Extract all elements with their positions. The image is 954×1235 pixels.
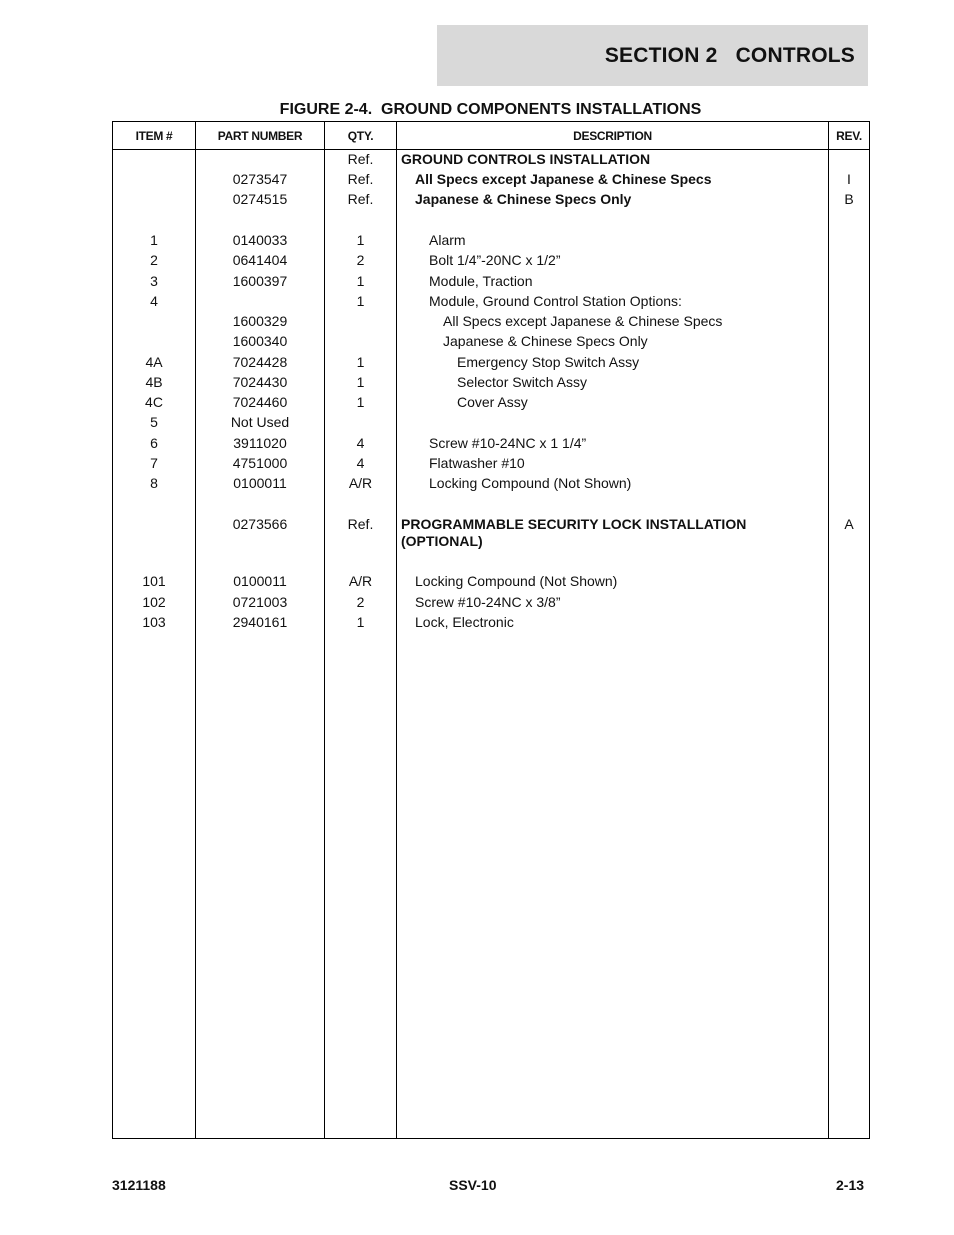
part-number: Not Used [230, 414, 290, 430]
table-row [113, 414, 869, 434]
quantity: 2 [356, 594, 365, 610]
table-row [113, 151, 869, 171]
description-continued: (OPTIONAL) [401, 533, 483, 549]
part-number: 0140033 [232, 232, 288, 248]
description: Cover Assy [457, 394, 528, 410]
part-number: 0273566 [232, 516, 288, 532]
description: Module, Ground Control Station Options: [429, 293, 682, 309]
description: All Specs except Japanese & Chinese Specs [443, 313, 723, 329]
table-row [113, 293, 869, 313]
column-header-rev: REV. [836, 128, 862, 143]
column-header-qty: QTY. [347, 128, 374, 143]
quantity: 2 [356, 252, 365, 268]
item-number: 6 [150, 435, 158, 451]
part-number: 2940161 [232, 614, 288, 630]
table-row [113, 374, 869, 394]
part-number: 4751000 [232, 455, 288, 471]
part-number: 7024460 [232, 394, 288, 410]
description: Selector Switch Assy [457, 374, 587, 390]
table-row [113, 516, 869, 549]
footer-doc-number: 3121188 [112, 1177, 166, 1193]
part-number: 0641404 [232, 252, 288, 268]
quantity: 1 [356, 374, 365, 390]
table-row [113, 394, 869, 414]
quantity: 1 [356, 273, 365, 289]
table-row [113, 475, 869, 495]
revision: I [847, 171, 851, 187]
column-header-part-number: PART NUMBER [217, 128, 303, 143]
table-row [113, 191, 869, 211]
description: Screw #10-24NC x 1 1/4” [429, 435, 587, 451]
item-number: 2 [150, 252, 158, 268]
description: Flatwasher #10 [429, 455, 525, 471]
item-number: 103 [142, 614, 166, 630]
item-number: 101 [142, 573, 166, 589]
table-row [113, 313, 869, 333]
quantity: Ref. [347, 171, 374, 187]
table-row [113, 333, 869, 353]
part-number: 3911020 [233, 435, 287, 451]
description: Lock, Electronic [415, 614, 514, 630]
figure-title: FIGURE 2-4. GROUND COMPONENTS INSTALLATIONS [279, 101, 702, 118]
revision: B [844, 191, 854, 207]
quantity: Ref. [347, 516, 374, 532]
table-row [113, 354, 869, 374]
description: Locking Compound (Not Shown) [429, 475, 632, 491]
part-number: 0274515 [232, 191, 288, 207]
table-row [113, 455, 869, 475]
part-number: 7024428 [232, 354, 288, 370]
quantity: A/R [348, 475, 373, 491]
part-number: 1600340 [232, 333, 288, 349]
description: Japanese & Chinese Specs Only [443, 333, 648, 349]
column-header-item: ITEM # [135, 128, 173, 143]
description: Japanese & Chinese Specs Only [415, 191, 632, 207]
quantity: Ref. [347, 151, 374, 167]
item-number: 7 [150, 455, 158, 471]
parts-table [112, 121, 870, 1139]
item-number: 3 [150, 273, 158, 289]
table-row [113, 435, 869, 455]
table-row [113, 273, 869, 293]
section-title: SECTION 2 CONTROLS [604, 43, 855, 67]
description: Emergency Stop Switch Assy [457, 354, 640, 370]
description: All Specs except Japanese & Chinese Specs [415, 171, 712, 187]
table-row [113, 573, 869, 593]
revision: A [844, 516, 854, 532]
part-number: 0100011 [233, 573, 287, 589]
part-number: 7024430 [232, 374, 288, 390]
quantity: Ref. [347, 191, 374, 207]
quantity: 4 [356, 455, 365, 471]
quantity: 1 [356, 394, 365, 410]
part-number: 0273547 [232, 171, 288, 187]
description: Module, Traction [429, 273, 533, 289]
item-number: 5 [150, 414, 158, 430]
part-number: 1600397 [232, 273, 288, 289]
part-number: 1600329 [232, 313, 288, 329]
table-row [113, 594, 869, 614]
part-number: 0100011 [233, 475, 287, 491]
item-number: 4A [145, 354, 163, 370]
description: Screw #10-24NC x 3/8” [415, 594, 561, 610]
quantity: A/R [348, 573, 373, 589]
table-row [113, 171, 869, 191]
item-number: 1 [150, 232, 158, 248]
part-number: 0721003 [232, 594, 288, 610]
table-row [113, 614, 869, 634]
item-number: 102 [142, 594, 166, 610]
footer-page-number: 2-13 [836, 1177, 865, 1193]
description: GROUND CONTROLS INSTALLATION [401, 151, 651, 167]
section-header-band [437, 25, 868, 86]
header-divider [113, 149, 869, 150]
quantity: 1 [356, 614, 365, 630]
footer-model: SSV-10 [449, 1177, 497, 1193]
table-row [113, 252, 869, 272]
description: Bolt 1/4”-20NC x 1/2” [429, 252, 561, 268]
item-number: 4B [145, 374, 163, 390]
description: Alarm [429, 232, 466, 248]
item-number: 8 [150, 475, 158, 491]
quantity: 1 [356, 232, 365, 248]
quantity: 4 [356, 435, 365, 451]
quantity: 1 [356, 354, 365, 370]
description: PROGRAMMABLE SECURITY LOCK INSTALLATION [401, 516, 747, 532]
column-header-description: DESCRIPTION [573, 128, 652, 143]
quantity: 1 [356, 293, 365, 309]
description: Locking Compound (Not Shown) [415, 573, 618, 589]
table-row [113, 232, 869, 252]
item-number: 4 [150, 293, 158, 309]
item-number: 4C [145, 394, 163, 410]
